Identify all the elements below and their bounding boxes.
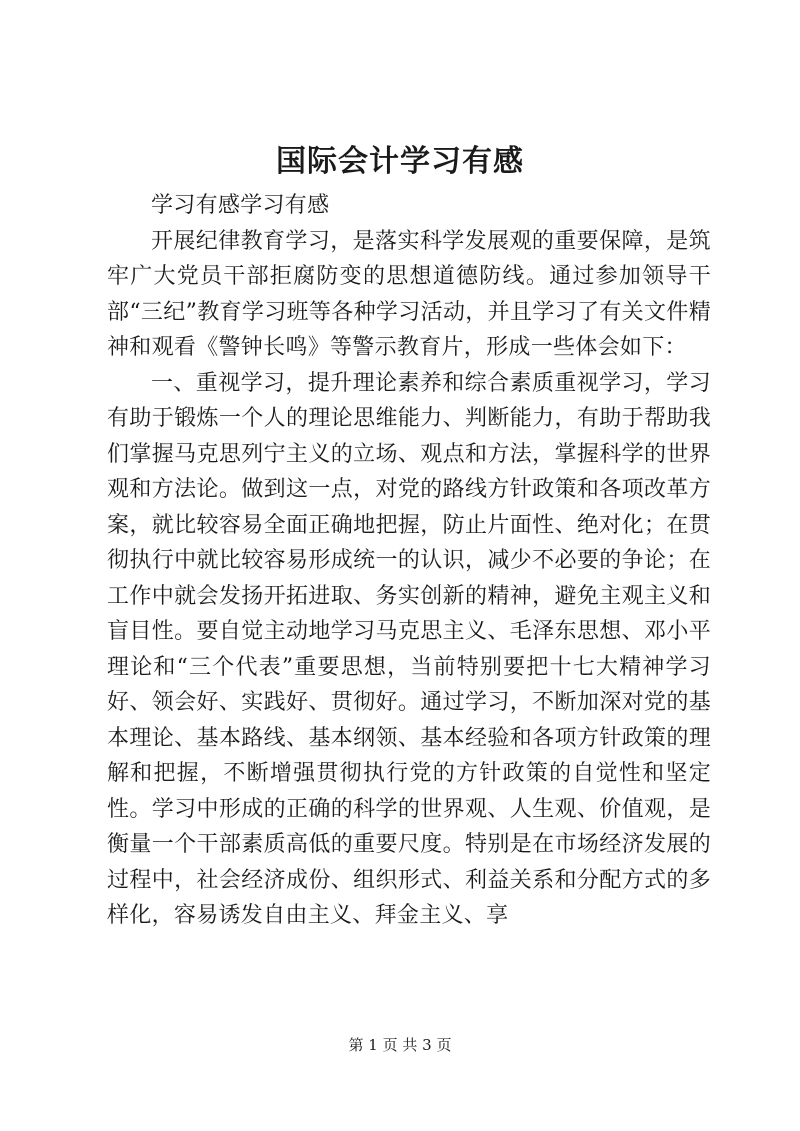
intro-paragraph: 开展纪律教育学习，是落实科学发展观的重要保障，是筑牢广大党员干部拒腐防变的思想道德防线。通过参加领导干部“三纪”教育学习班等各种学习活动，并且学习了有关文件精神和观看《警钟长鸣》等警示教育片，形成一些体会如下： <box>107 228 711 360</box>
page-footer: 第 1 页 共 3 页 <box>348 1036 452 1054</box>
page-title: 国际会计学习有感 <box>276 144 524 179</box>
document-body <box>107 188 711 934</box>
subtitle-paragraph: 学习有感学习有感 <box>151 193 330 218</box>
section-one-paragraph: 一、重视学习，提升理论素养和综合素质重视学习，学习有助于锻炼一个人的理论思维能力、判断能力，有助于帮助我们掌握马克思列宁主义的立场、观点和方法，掌握科学的世界观和方法论。做到这一点，对党的路线方针政策和各项改革方案，就比较容易全面正确地把握，防止片面性、绝对化；在贯彻执行中就比较容易形成统一的认识，减少不必要的争论；在工作中就会发扬开拓进取、务实创新的精神，避免主观主义和盲目性。要自觉主动地学习马克思主义、毛泽东思想、邓小平理论和“三个代表”重要思想，当前特别要把十七大精神学习好、领会好、实践好、贯彻好。通过学习，不断加深对党的基本理论、基本路线、基本纲领、基本经验和各项方针政策的理解和把握，不断增强贯彻执行党的方针政策的自觉性和坚定性。学习中形成的正确的科学的世界观、人生观、价值观，是衡量一个干部素质高低的重要尺度。特别是在市场经济发展的过程中，社会经济成份、组织形式、利益关系和分配方式的多样化，容易诱发自由主义、拜金主义、享 <box>107 370 711 928</box>
